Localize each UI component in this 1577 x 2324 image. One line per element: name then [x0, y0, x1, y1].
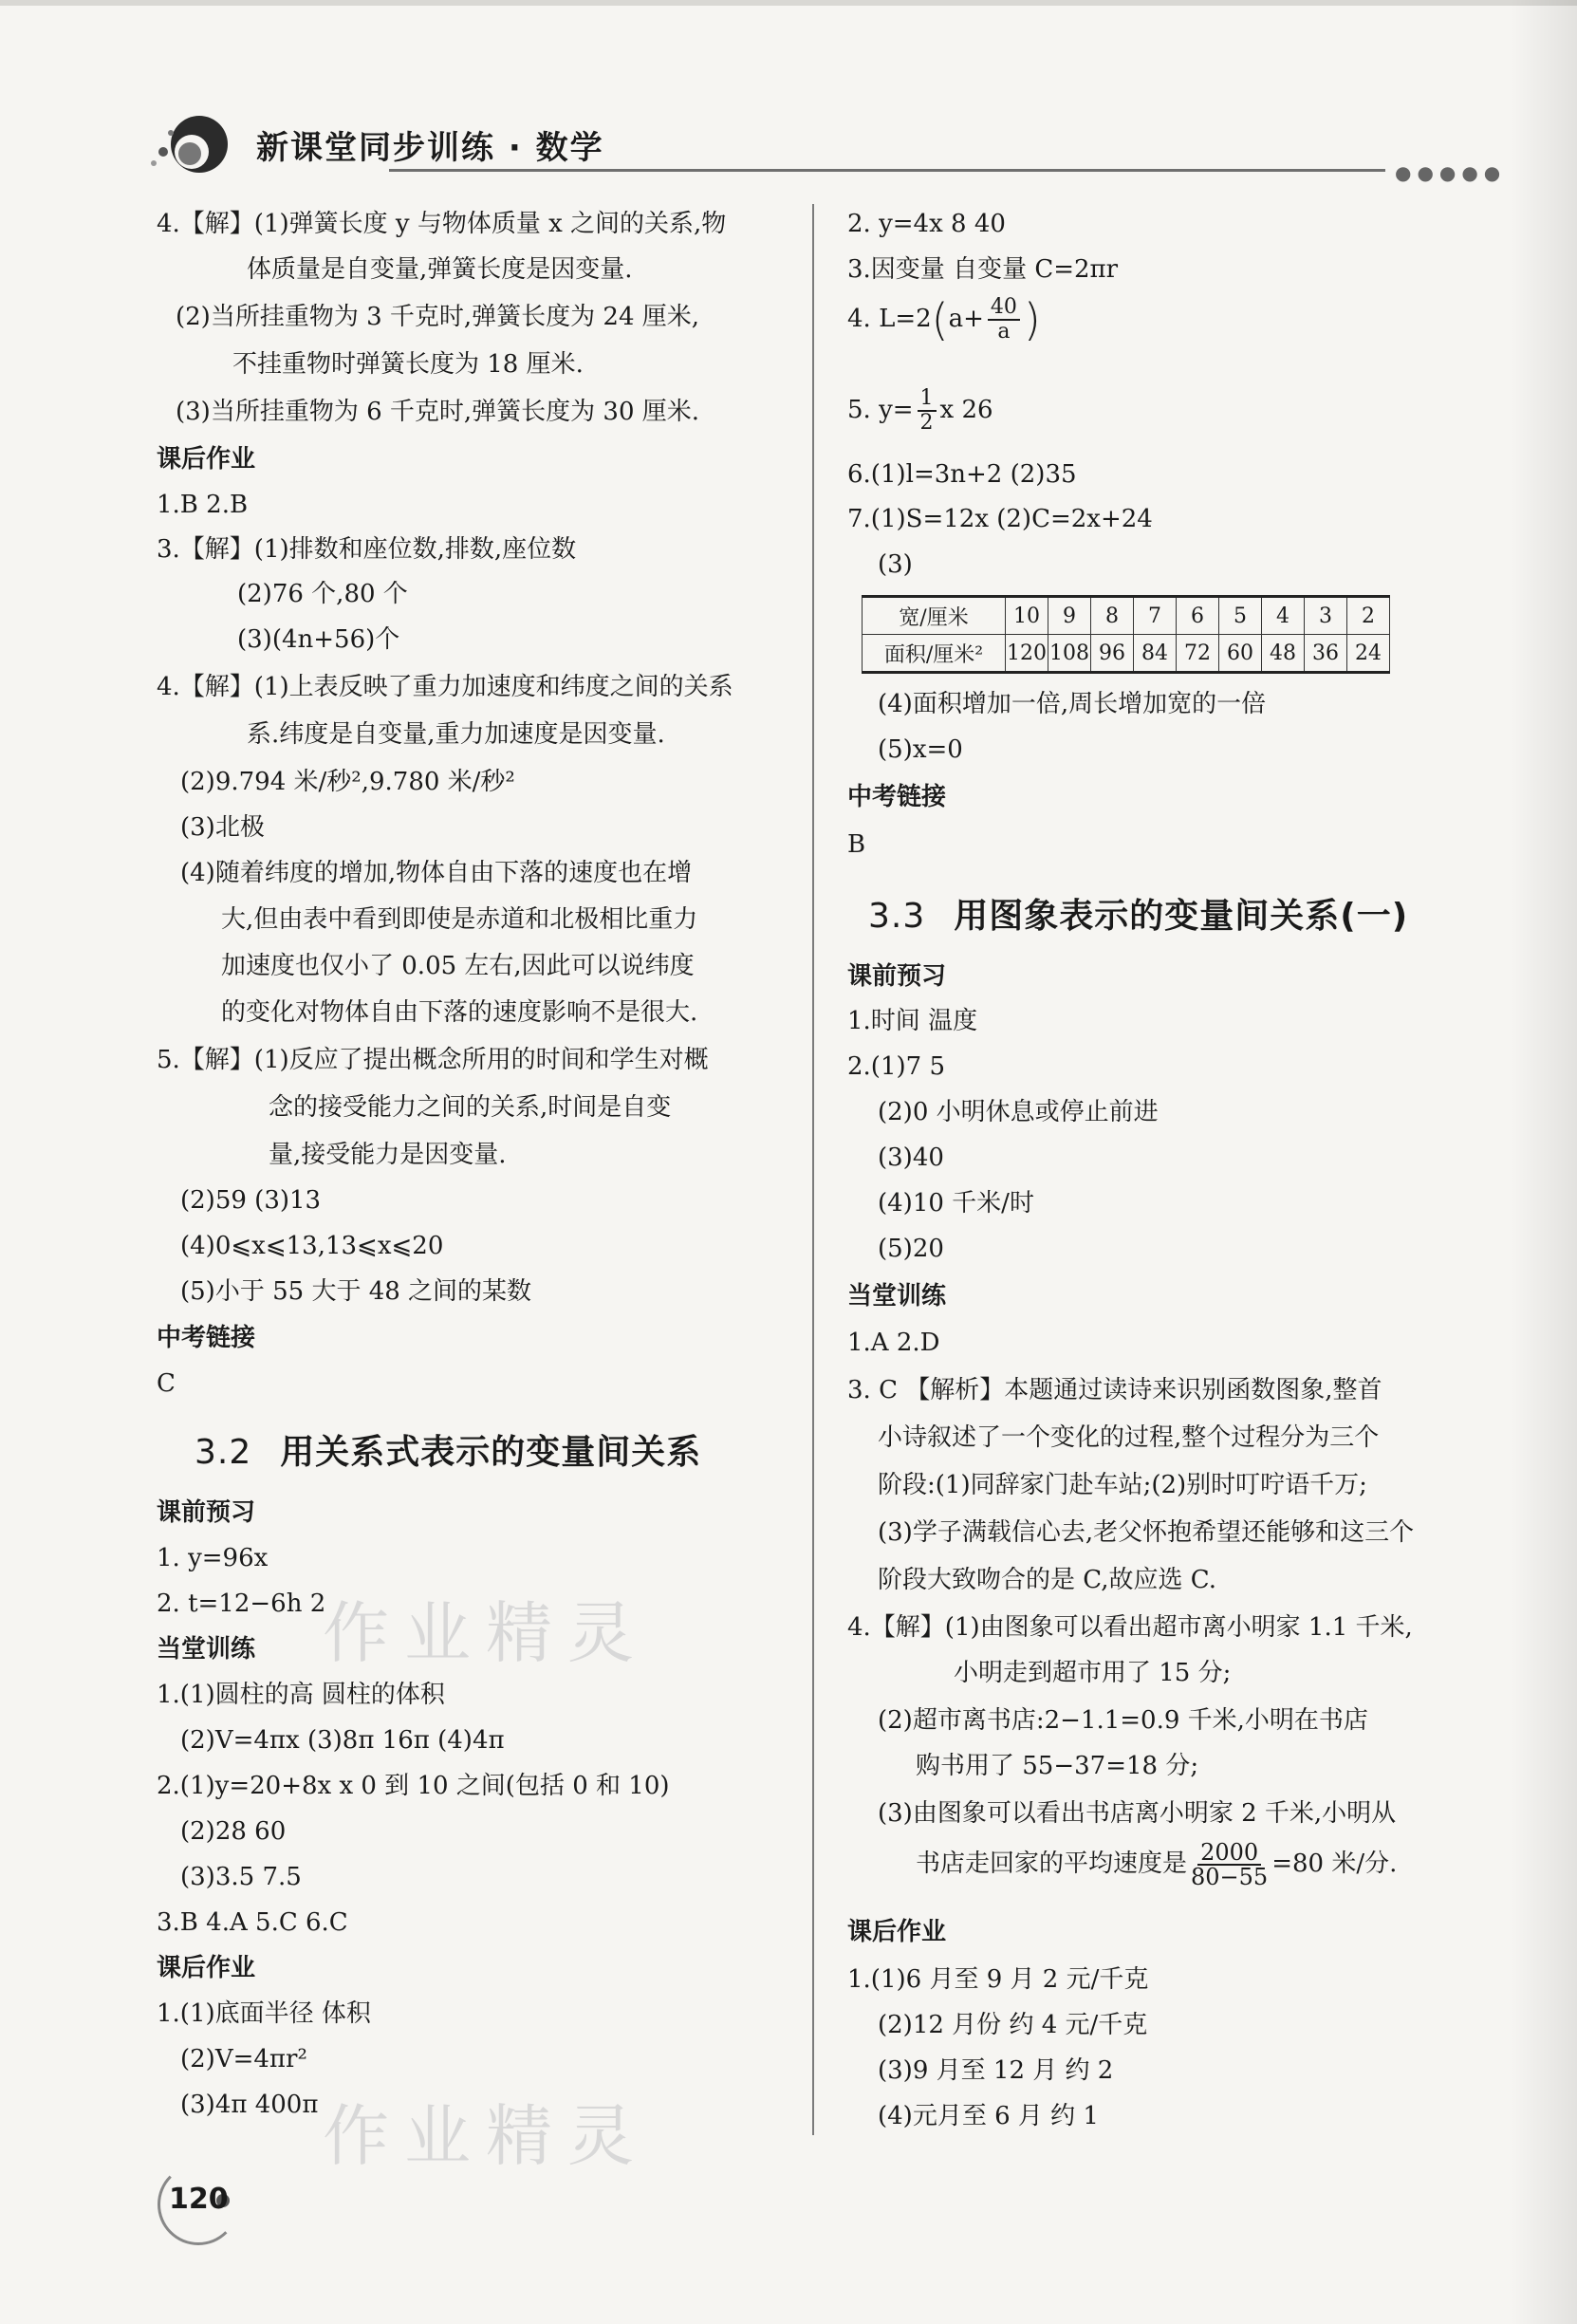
page-header [142, 104, 1507, 184]
answer-line: (5)小于 55 大于 48 之间的某数 [180, 1277, 532, 1306]
page-edge-shadow [1511, 0, 1577, 2324]
answer-line: 7.(1)S=12x (2)C=2x+24 [847, 505, 1153, 533]
subsection-heading: 中考链接 [157, 1324, 256, 1352]
answer-line: 加速度也仅小了 0.05 左右,因此可以说纬度 [221, 952, 695, 980]
table-cell: 4 [1262, 597, 1305, 635]
table-cell: 10 [1006, 597, 1048, 635]
subsection-heading: 当堂训练 [847, 1282, 947, 1311]
subsection-heading: 课后作业 [847, 1918, 947, 1946]
subsection-heading: 课前预习 [847, 962, 947, 991]
answer-line: (2)12 月份 约 4 元/千克 [878, 2011, 1148, 2039]
answer-line: 6.(1)l=3n+2 (2)35 [847, 460, 1077, 489]
answer-line: (3)9 月至 12 月 约 2 [878, 2056, 1114, 2085]
width-area-table [862, 595, 1390, 674]
header-rule [389, 169, 1385, 172]
formula-prefix: 4. L=2 [847, 305, 932, 333]
answer-line: 1.(1)6 月至 9 月 2 元/千克 [847, 1965, 1149, 1994]
header-dots: ●●●●● [1395, 161, 1507, 184]
table-cell: 96 [1091, 635, 1134, 673]
watermark: 作业精灵 [323, 2097, 649, 2175]
subsection-heading: 当堂训练 [157, 1635, 256, 1664]
formula-suffix: =80 米/分. [1271, 1850, 1398, 1878]
answer-line: (2)超市离书店:2−1.1=0.9 千米,小明在书店 [878, 1706, 1368, 1735]
section-title: 用图象表示的变量间关系(一) [954, 897, 1409, 936]
answer-line: 4.【解】(1)由图象可以看出超市离小明家 1.1 千米, [847, 1613, 1413, 1642]
answer-line: 阶段:(1)同辞家门赴车站;(2)别时叮咛语千万; [878, 1471, 1367, 1499]
table-cell: 5 [1219, 597, 1262, 635]
section-number: 3.2 [195, 1433, 252, 1472]
answer-line: 3. C 【解析】本题通过读诗来识别函数图象,整首 [847, 1376, 1382, 1404]
answer-line: 3.【解】(1)排数和座位数,排数,座位数 [157, 535, 577, 564]
subsection-heading: 中考链接 [847, 783, 947, 811]
answer-line: 的变化对物体自由下落的速度影响不是很大. [221, 998, 698, 1027]
answer-line: 购书用了 55−37=18 分; [916, 1752, 1199, 1780]
formula-prefix: 书店走回家的平均速度是 [916, 1850, 1188, 1878]
table-cell: 24 [1347, 635, 1390, 673]
page-number: 120 [169, 2183, 229, 2216]
top-rule [0, 0, 1577, 6]
answer-line: 2. t=12−6h 2 [157, 1590, 326, 1618]
subsection-heading: 课后作业 [157, 445, 256, 474]
answer-line: 量,接受能力是因变量. [269, 1141, 507, 1169]
answer-line: (2)28 60 [180, 1817, 287, 1846]
section-number: 3.3 [868, 897, 926, 936]
column-divider [812, 204, 814, 2135]
section-heading-3-2 [195, 1425, 701, 1474]
answer-line: (3)由图象可以看出书店离小明家 2 千米,小明从 [878, 1799, 1397, 1828]
answer-line: 4.【解】(1)弹簧长度 y 与物体质量 x 之间的关系,物 [157, 210, 727, 238]
answer-line: (2)9.794 米/秒²,9.780 米/秒² [180, 768, 515, 796]
answer-line: (3)4π 400π [180, 2091, 319, 2119]
table-cell: 48 [1262, 635, 1305, 673]
answer-line: 3.B 4.A 5.C 6.C [157, 1908, 348, 1937]
answer-line: (2)59 (3)13 [180, 1186, 322, 1215]
answer-line: (3)北极 [180, 813, 265, 842]
answer-line: (3)3.5 7.5 [180, 1863, 302, 1891]
answer-line: (3)40 [878, 1143, 944, 1172]
header-title: 新课堂同步训练 · 数学 [256, 129, 604, 167]
answer-line: (3)(4n+56)个 [237, 625, 400, 654]
numerator: 2000 [1197, 1841, 1261, 1866]
formula-suffix: x 26 [939, 396, 993, 424]
answer-line-q4-speed [916, 1841, 1397, 1888]
answer-line: 1. y=96x [157, 1544, 269, 1572]
table-cell: 6 [1177, 597, 1219, 635]
answer-line: 系.纬度是自变量,重力加速度是因变量. [247, 720, 665, 749]
answer-line: (4)面积增加一倍,周长增加宽的一倍 [878, 690, 1267, 718]
answer-line: 3.因变量 自变量 C=2πr [847, 255, 1119, 284]
formula-prefix: 5. y= [847, 396, 914, 424]
table-header-cell: 面积/厘米² [863, 635, 1006, 673]
answer-line: (2)76 个,80 个 [237, 580, 408, 608]
answer-line: (5)20 [878, 1235, 944, 1263]
watermark: 作业精灵 [323, 1594, 649, 1672]
answer-line: B [847, 830, 866, 859]
numerator: 1 [918, 387, 937, 412]
formula-term: a+ [948, 305, 984, 333]
answer-line: 2. y=4x 8 40 [847, 210, 1006, 238]
answer-line: 体质量是自变量,弹簧长度是因变量. [247, 255, 633, 284]
answer-line: 1.(1)底面半径 体积 [157, 1999, 371, 2028]
table-cell: 84 [1134, 635, 1177, 673]
fraction [1191, 1841, 1268, 1888]
answer-line: 念的接受能力之间的关系,时间是自变 [269, 1093, 672, 1122]
section-heading-3-3 [868, 889, 1408, 938]
section-title: 用关系式表示的变量间关系 [280, 1433, 702, 1472]
answer-line: (4)0⩽x⩽13,13⩽x⩽20 [180, 1232, 444, 1260]
table-header-cell: 宽/厘米 [863, 597, 1006, 635]
table-cell: 2 [1347, 597, 1390, 635]
answer-line-q4-formula [847, 296, 1041, 344]
answer-line: (3) [878, 550, 913, 579]
subsection-heading: 课后作业 [157, 1954, 256, 1982]
answer-line: 小诗叙述了一个变化的过程,整个过程分为三个 [878, 1423, 1380, 1452]
answer-line: 5.【解】(1)反应了提出概念所用的时间和学生对概 [157, 1046, 709, 1074]
answer-line: 2.(1)y=20+8x x 0 到 10 之间(包括 0 和 10) [157, 1772, 670, 1800]
header-logo-icon [142, 104, 237, 180]
fraction [988, 296, 1020, 344]
answer-line: 1.A 2.D [847, 1329, 940, 1357]
answer-line: 4.【解】(1)上表反映了重力加速度和纬度之间的关系 [157, 673, 733, 701]
table-cell: 36 [1305, 635, 1347, 673]
answer-line: (5)x=0 [878, 735, 963, 764]
table-row [863, 635, 1390, 673]
subsection-heading: 课前预习 [157, 1498, 256, 1527]
table-cell: 72 [1177, 635, 1219, 673]
answer-line: (2)当所挂重物为 3 千克时,弹簧长度为 24 厘米, [176, 303, 700, 331]
answer-line: C [157, 1369, 176, 1398]
table-cell: 3 [1305, 597, 1347, 635]
table-cell: 7 [1134, 597, 1177, 635]
left-paren: ( [931, 294, 949, 345]
table-cell: 108 [1048, 635, 1091, 673]
denominator: a [997, 320, 1011, 344]
answer-line: 大,但由表中看到即使是赤道和北极相比重力 [221, 905, 698, 934]
answer-line-q5-formula [847, 387, 993, 435]
denominator: 80−55 [1191, 1864, 1269, 1890]
fraction [918, 387, 937, 435]
answer-line: 1.(1)圆柱的高 圆柱的体积 [157, 1681, 445, 1709]
answer-line: (3)学子满载信心去,老父怀抱希望还能够和这三个 [878, 1518, 1415, 1547]
answer-line: 1.时间 温度 [847, 1007, 978, 1035]
denominator: 2 [919, 411, 934, 435]
answer-line: (4)10 千米/时 [878, 1189, 1034, 1218]
answer-line: 2.(1)7 5 [847, 1052, 945, 1081]
table-cell: 9 [1048, 597, 1091, 635]
answer-line: (4)元月至 6 月 约 1 [878, 2102, 1099, 2130]
answer-line: (2)V=4πr² [180, 2045, 307, 2073]
answer-line: (2)V=4πx (3)8π 16π (4)4π [180, 1726, 505, 1755]
table-cell: 60 [1219, 635, 1262, 673]
table-row [863, 597, 1390, 635]
answer-line: (4)随着纬度的增加,物体自由下落的速度也在增 [180, 859, 693, 887]
table-cell: 120 [1006, 635, 1048, 673]
answer-line: 不挂重物时弹簧长度为 18 厘米. [232, 350, 584, 379]
answer-line: 1.B 2.B [157, 491, 249, 519]
answer-line: 阶段大致吻合的是 C,故应选 C. [878, 1566, 1216, 1594]
answer-line: (3)当所挂重物为 6 千克时,弹簧长度为 30 厘米. [176, 398, 700, 426]
answer-line: (2)0 小明休息或停止前进 [878, 1098, 1159, 1126]
numerator: 40 [988, 296, 1020, 321]
table-cell: 8 [1091, 597, 1134, 635]
right-paren: ) [1023, 294, 1041, 345]
answer-line: 小明走到超市用了 15 分; [954, 1659, 1232, 1687]
